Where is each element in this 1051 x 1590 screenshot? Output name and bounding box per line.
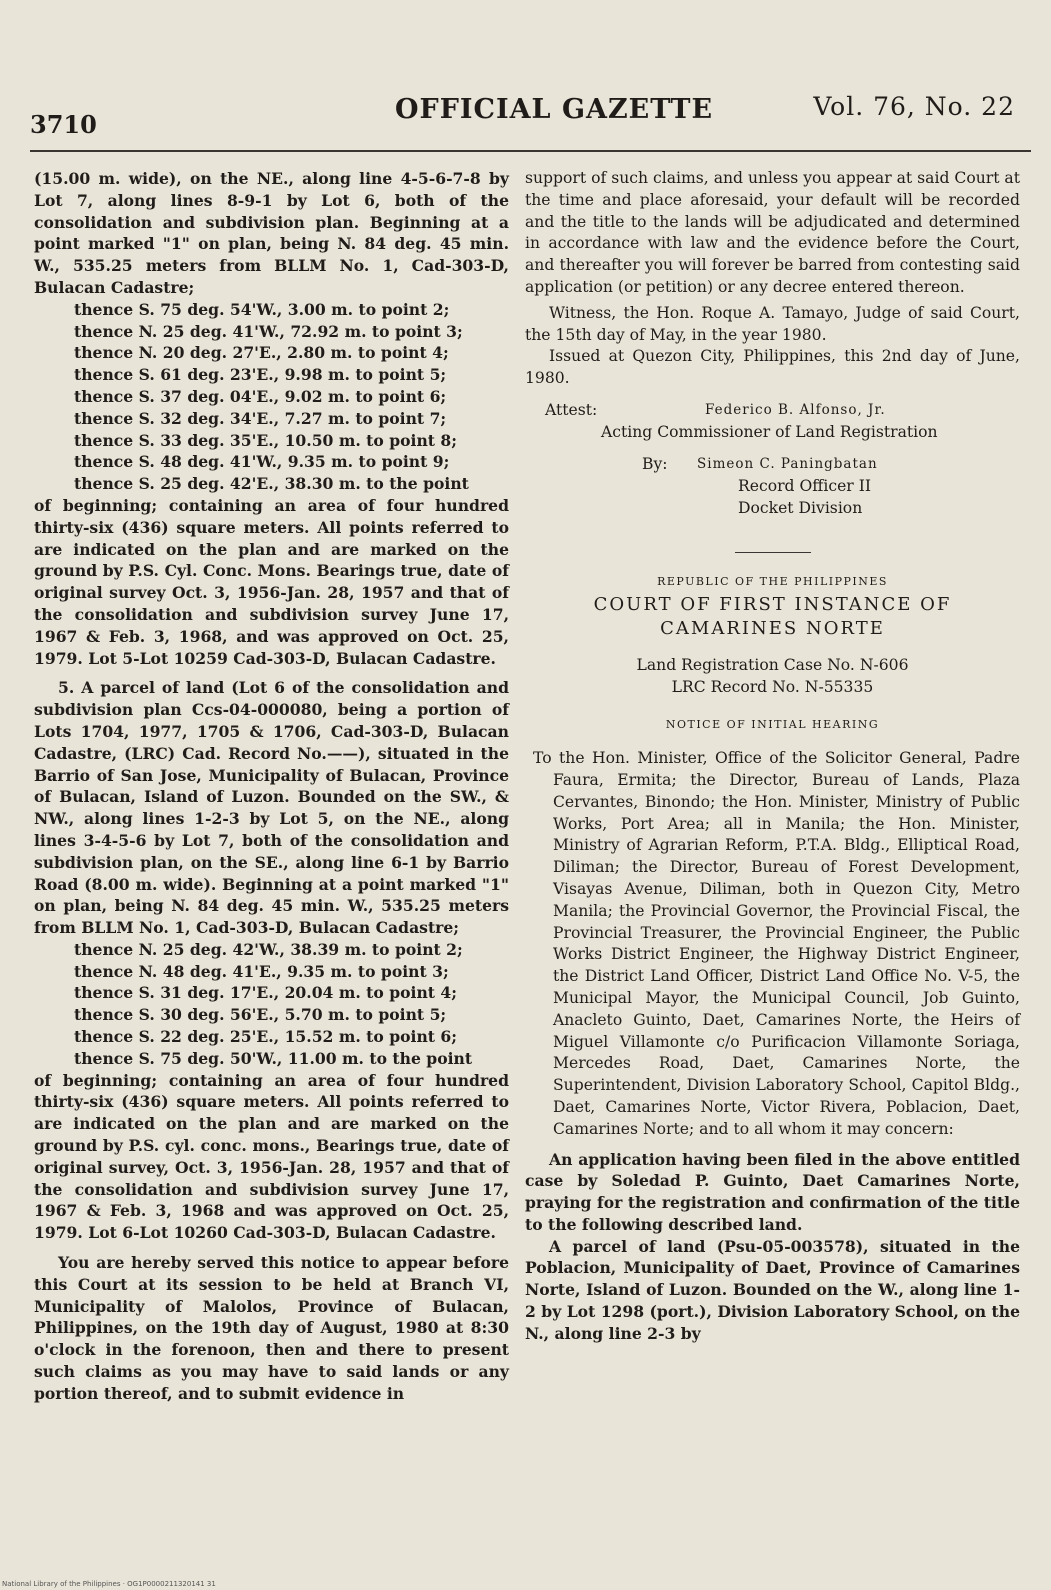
by-title: Record Officer II xyxy=(738,476,872,495)
bearing-line: thence S. 31 deg. 17'E., 20.04 m. to point 4; xyxy=(74,983,458,1003)
by-name: Simeon C. Paningbatan xyxy=(697,455,878,472)
bearing-line: thence N. 20 deg. 27'E., 2.80 m. to point 4; xyxy=(74,343,449,363)
court-heading-1: COURT OF FIRST INSTANCE OF xyxy=(593,593,952,615)
volume-label: Vol. 76, No. 22 xyxy=(813,92,1015,121)
section-divider xyxy=(735,552,811,553)
left-column xyxy=(34,168,509,1405)
bearing-line: thence N. 25 deg. 42'W., 38.39 m. to point 2; xyxy=(74,939,463,959)
bearing-line: thence S. 61 deg. 23'E., 9.98 m. to point 5; xyxy=(74,365,447,385)
attest-title: Acting Commissioner of Land Registration xyxy=(601,422,938,441)
header-rule xyxy=(30,150,1031,152)
bearing-line: thence S. 33 deg. 35'E., 10.50 m. to point 8; xyxy=(74,430,458,450)
scan-footer: National Library of the Philippines · OG1P0000211320141 31 xyxy=(2,1580,216,1588)
attest-block xyxy=(525,400,1020,446)
bearings-list-1 xyxy=(34,299,509,495)
attest-label: Attest: xyxy=(545,400,598,419)
court-heading-2: CAMARINES NORTE xyxy=(660,617,885,639)
bearing-line: thence S. 48 deg. 41'W., 9.35 m. to point 9; xyxy=(74,452,450,472)
bearings-list-2 xyxy=(34,939,509,1070)
gazette-title: OFFICIAL GAZETTE xyxy=(395,94,714,125)
bearing-line: thence N. 25 deg. 41'W., 72.92 m. to point 3; xyxy=(74,321,463,341)
addressee-paragraph: To the Hon. Minister, Office of the Solicitor General, Padre Faura, Ermita; the Director, Bureau of Lands, Plaza Cervantes, Binondo; the Hon. Minister, Ministry of Public Works, Port Area; all in Manila; the Hon. Minister, Ministry of Agrarian Reform, P.T.A. Bldg., Elliptical Road, Diliman; the Director, Bureau of Forest Development, Visayas Avenue, Diliman, both in Quezon City, Metro Manila; the Provincial Governor, the Provincial Fiscal, the Provincial Treasurer, the Provincial Engineer, the Public Works District Engineer, the Highway District Engineer, the District Land Officer, District Land Office No. V-5, the Municipal Mayor, the Municipal Council, Job Guinto, Anacleto Guinto, Daet, Camarines Norte, the Heirs of Miguel Villamonte c/o Purificacion Villamonte Soriaga, Mercedes Road, Daet, Camarines Norte, the Superintendent, Division Laboratory School, Capitol Bldg., Daet, Camarines Norte, Victor Rivera, Poblacion, Daet, Camarines Norte; and to all whom it may concern: xyxy=(533,749,1020,1138)
republic-heading: REPUBLIC OF THE PHILIPPINES xyxy=(657,574,888,588)
bearing-line: thence S. 30 deg. 56'E., 5.70 m. to point 5; xyxy=(74,1005,447,1025)
application-paragraph: An application having been filed in the above entitled case by Soledad P. Guinto, Daet Camarines Norte, praying for the registration and confirmation of the title to the following described land. xyxy=(525,1149,1020,1234)
issued-paragraph: Issued at Quezon City, Philippines, this 2nd day of June, 1980. xyxy=(525,347,1020,388)
bearing-line: thence S. 75 deg. 50'W., 11.00 m. to the point xyxy=(74,1048,473,1068)
page-header xyxy=(30,88,1031,140)
witness-paragraph: Witness, the Hon. Roque A. Tamayo, Judge of said Court, the 15th day of May, in the year 1980. xyxy=(525,303,1020,344)
bearing-line: thence S. 75 deg. 54'W., 3.00 m. to point 2; xyxy=(74,299,450,319)
paragraph: support of such claims, and unless you appear at said Court at the time and place aforesaid, your default will be recorded and the title to the lands will be adjudicated and determined in accordance with law and the evidence before the Court, and thereafter you will forever be barred from contesting said application (or petition) or any decree entered thereon. xyxy=(525,169,1020,296)
by-department: Docket Division xyxy=(738,498,863,517)
bearing-line: thence S. 37 deg. 04'E., 9.02 m. to point 6; xyxy=(74,386,447,406)
page-number: 3710 xyxy=(30,110,97,139)
case-number: Land Registration Case No. N-606 xyxy=(636,655,909,674)
paragraph: You are hereby served this notice to appear before this Court at its session to be held at Branch VI, Municipality of Malolos, Province of Bulacan, Philippines, on the 19th day of August, 1980 at 8:30 o'clock in the forenoon, then and there to present such claims as you may have to said lands or any portion thereof, and to submit evidence in xyxy=(34,1253,509,1403)
paragraph: of beginning; containing an area of four hundred thirty-six (436) square meters. All points referred to are indicated on the plan and are marked on the ground by P.S. cyl. conc. mons., Bearings true, date of original survey, Oct. 3, 1956-Jan. 28, 1957 and that of the consolidation and subdivision survey June 17, 1967 & Feb. 3, 1968 and was approved on Oct. 25, 1979. Lot 6-Lot 10260 Cad-303-D, Bulacan Cadastre. xyxy=(34,1070,509,1243)
paragraph: 5. A parcel of land (Lot 6 of the consolidation and subdivision plan Ccs-04-000080, being a portion of Lots 1704, 1977, 1705 & 1706, Cad-303-D, Bulacan Cadastre, (LRC) Cad. Record No.——), situated in the Barrio of San Jose, Municipality of Bulacan, Province of Bulacan, Island of Luzon. Bounded on the SW., & NW., along lines 1-2-3 by Lot 5, on the NE., along lines 3-4-5-6 by Lot 7, both of the consolidation and subdivision plan, on the SE., along line 6-1 by Barrio Road (8.00 m. wide). Beginning at a point marked "1" on plan, being N. 84 deg. 45 min. W., 535.25 meters from BLLM No. 1, Cad-303-D, Bulacan Cadastre; xyxy=(34,678,509,938)
paragraph: of beginning; containing an area of four hundred thirty-six (436) square meters. All points referred to are indicated on the plan and are marked on the ground by P.S. Cyl. Conc. Mons. Bearings true, date of original survey Oct. 3, 1956-Jan. 28, 1957 and that of the consolidation and subdivision survey June 17, 1967 & Feb. 3, 1968, and was approved on Oct. 25, 1979. Lot 5-Lot 10259 Cad-303-D, Bulacan Cadastre. xyxy=(34,495,509,668)
notice-heading: NOTICE OF INITIAL HEARING xyxy=(665,718,880,732)
right-column xyxy=(525,168,1020,1345)
paragraph: (15.00 m. wide), on the NE., along line 4-5-6-7-8 by Lot 7, along lines 8-9-1 by Lot 6, both of the consolidation and subdivision plan. Beginning at a point marked "1" on plan, being N. 84 deg. 45 min. W., 535.25 meters from BLLM No. 1, Cad-303-D, Bulacan Cadastre; xyxy=(34,169,509,297)
bearing-line: thence N. 48 deg. 41'E., 9.35 m. to point 3; xyxy=(74,961,449,981)
by-block xyxy=(525,454,1020,524)
bearing-line: thence S. 25 deg. 42'E., 38.30 m. to the point xyxy=(74,474,469,494)
bearing-line: thence S. 22 deg. 25'E., 15.52 m. to point 6; xyxy=(74,1027,458,1047)
parcel-paragraph: A parcel of land (Psu-05-003578), situated in the Poblacion, Municipality of Daet, Province of Camarines Norte, Island of Luzon. Bounded on the W., along line 1-2 by Lot 1298 (port.), Division Laboratory School, on the N., along line 2-3 by xyxy=(525,1236,1020,1343)
attest-name: Federico B. Alfonso, Jr. xyxy=(705,401,886,418)
by-label: By: xyxy=(642,454,668,473)
lrc-record-number: LRC Record No. N-55335 xyxy=(671,677,874,696)
bearing-line: thence S. 32 deg. 34'E., 7.27 m. to point 7; xyxy=(74,408,447,428)
